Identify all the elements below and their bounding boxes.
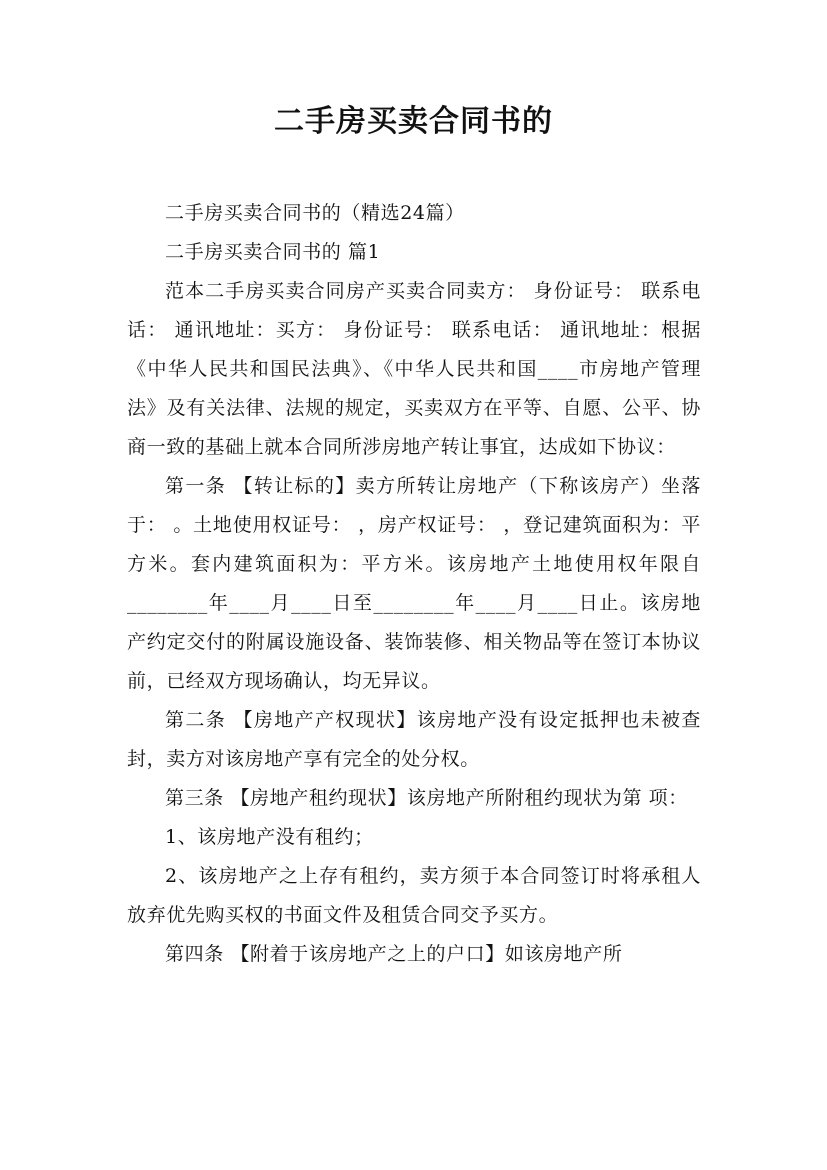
document-body	[127, 194, 701, 974]
document-title: 二手房买卖合同书的	[274, 104, 553, 139]
paragraph-article-3-item-2: 2、该房地产之上存有租约，卖方须于本合同签订时将承租人放弃优先购买权的书面文件及租赁合同交予买方。	[127, 865, 701, 926]
paragraph-article-3-item-1: 1、该房地产没有租约；	[165, 826, 374, 848]
paragraph-section-heading: 二手房买卖合同书的 篇1	[165, 241, 381, 263]
paragraph-article-1: 第一条 【转让标的】卖方所转让房地产（下称该房产）坐落于： 。土地使用权证号： ，房产权证号： ，登记建筑面积为：平方米。套内建筑面积为：平方米。该房地产土地使用权年限自________年____月____日至________年____月____日止。该房地产约定交付的附属设施设备、装饰装修、相关物品等在签订本协议前，已经双方现场确认，均无异议。	[127, 475, 701, 692]
paragraph-preamble: 范本二手房买卖合同房产买卖合同卖方： 身份证号： 联系电话： 通讯地址：买方： 身份证号： 联系电话： 通讯地址：根据《中华人民共和国民法典》、《中华人民共和国____市房地产管理法》及有关法律、法规的规定，买卖双方在平等、自愿、公平、协商一致的基础上就本合同所涉房地产转让事宜，达成如下协议：	[127, 280, 701, 458]
paragraph-subtitle: 二手房买卖合同书的（精选24篇）	[165, 202, 465, 224]
paragraph-article-3: 第三条 【房地产租约现状】该房地产所附租约现状为第 项：	[165, 787, 688, 809]
paragraph-article-2: 第二条 【房地产产权现状】该房地产没有设定抵押也未被查封，卖方对该房地产享有完全的处分权。	[127, 709, 701, 770]
paragraph-article-4: 第四条 【附着于该房地产之上的户口】如该房地产所	[165, 943, 623, 965]
